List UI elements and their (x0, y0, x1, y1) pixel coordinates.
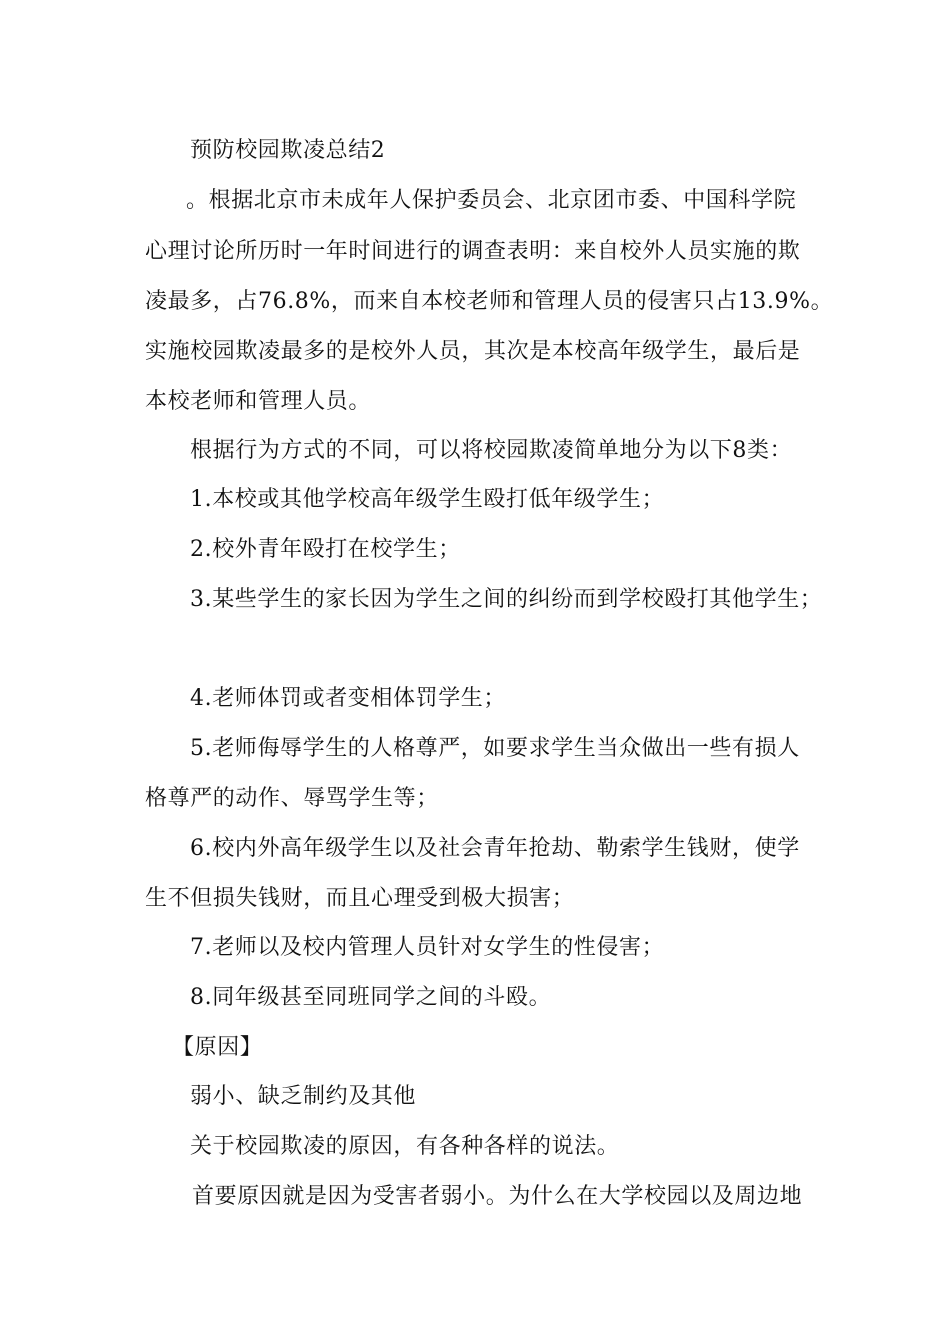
paragraph-line: 本校老师和管理人员。 (145, 389, 372, 414)
subheading: 弱小、缺乏制约及其他 (190, 1084, 417, 1109)
paragraph-line: 关于校园欺凌的原因，有各种各样的说法。 (190, 1134, 620, 1159)
list-item: 7.老师以及校内管理人员针对女学生的性侵害； (190, 935, 665, 960)
paragraph-line: 根据行为方式的不同，可以将校园欺凌简单地分为以下8类： (190, 438, 793, 463)
list-item: 6.校内外高年级学生以及社会青年抢劫、勒索学生钱财，使学 (190, 836, 800, 861)
paragraph-line: 首要原因就是因为受害者弱小。为什么在大学校园以及周边地 (192, 1184, 803, 1209)
list-item: 8.同年级甚至同班同学之间的斗殴。 (190, 985, 552, 1010)
list-item: 3.某些学生的家长因为学生之间的纠纷而到学校殴打其他学生； (190, 587, 823, 612)
paragraph-line: 。根据北京市未成年人保护委员会、北京团市委、中国科学院 (186, 188, 797, 213)
list-item-continuation: 格尊严的动作、辱骂学生等； (145, 786, 439, 811)
list-item-continuation: 生不但损失钱财，而且心理受到极大损害； (145, 886, 575, 911)
list-item: 5.老师侮辱学生的人格尊严，如要求学生当众做出一些有损人 (190, 736, 800, 761)
paragraph-line: 凌最多，占76.8%，而来自本校老师和管理人员的侵害只占13.9%。 (145, 289, 834, 314)
paragraph-line: 实施校园欺凌最多的是校外人员，其次是本校高年级学生，最后是 (145, 339, 801, 364)
section-heading: 【原因】 (172, 1035, 263, 1060)
list-item: 1.本校或其他学校高年级学生殴打低年级学生； (190, 487, 665, 512)
paragraph-line: 心理讨论所历时一年时间进行的调查表明：来自校外人员实施的欺 (145, 239, 801, 264)
list-item: 4.老师体罚或者变相体罚学生； (190, 686, 506, 711)
list-item: 2.校外青年殴打在校学生； (190, 537, 461, 562)
document-title: 预防校园欺凌总结2 (190, 138, 386, 163)
